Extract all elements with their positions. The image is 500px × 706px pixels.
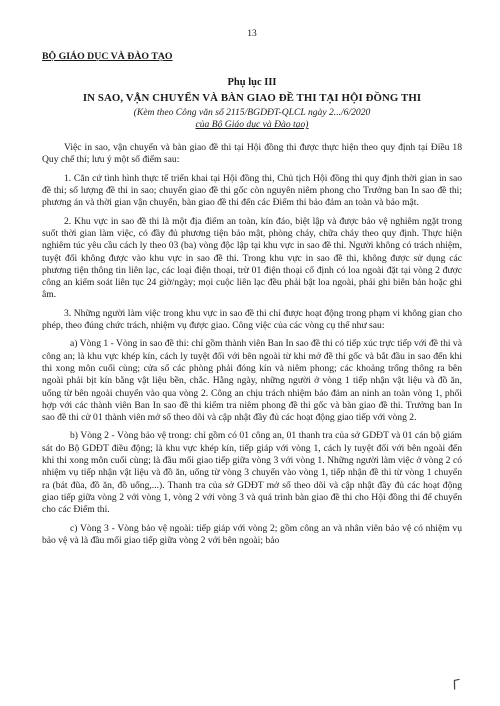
appendix-label: Phụ lục III: [227, 76, 277, 88]
document-subtitle: [42, 107, 462, 131]
section-1-paragraph: 1. Căn cứ tình hình thực tế triển khai tại Hội đồng thi, Chủ tịch Hội đồng thi quy định thời gian in sao đề thi; số lượng đề thi in sao; chuyển giao đề thi gốc còn nguyên niêm phong cho Trưởng ban In sao đề thi; phương án và thời gian vận chuyển, bàn giao đề thi đến các Điểm thi bảo đảm an toàn và bảo mật.: [42, 172, 462, 209]
ministry-header: BỘ GIÁO DỤC VÀ ĐÀO TẠO: [42, 51, 173, 63]
document-title: IN SAO, VẬN CHUYỂN VÀ BÀN GIAO ĐỀ THI TẠI HỘI ĐỒNG THI: [82, 91, 422, 104]
page-number: 13: [247, 29, 257, 39]
intro-paragraph: Việc in sao, vận chuyển và bàn giao đề thi tại Hội đồng thi được thực hiện theo quy định tại Điều 18 Quy chế thi; lưu ý một số điểm sau:: [42, 142, 462, 166]
section-2-paragraph: 2. Khu vực in sao đề thi là một địa điểm an toàn, kín đáo, biệt lập và được bảo vệ nghiêm ngặt trong suốt thời gian làm việc, có đầy đủ phương tiện bảo mật, phòng cháy, chữa cháy theo quy định. Thực hiện nghiêm túc yêu cầu cách ly theo 03 (ba) vòng độc lập tại khu vực in sao đề thi. Người không có trách nhiệm, tuyệt đối không được vào khu vực in sao đề thi. Trong khu vực in sao đề thi, không được sử dụng các phương tiện thông tin liên lạc, các loại điện thoại, trừ 01 điện thoại cố định có loa ngoài đặt tại vòng 2 được công an kiểm soát liên tục 24 giờ/ngày; mọi cuộc liên lạc đều phải bật loa ngoài, phải ghi biên bản hoặc ghi âm.: [42, 215, 462, 301]
section-3b-paragraph: b) Vòng 2 - Vòng bảo vệ trong: chỉ gồm có 01 công an, 01 thanh tra của sở GDĐT và 01 cán bộ giám sát do Bộ GDĐT điều động; là khu vực khép kín, tiếp giáp với vòng 1, cách ly tuyệt đối với bên ngoài đến khi thi xong môn cuối cùng; là đầu mối giao tiếp giữa vòng 3 với vòng 1. Những người làm việc ở vòng 2 có nhiệm vụ tiếp nhận vật liệu và đồ ăn, uống từ vòng 3 chuyển vào vòng 1, tiếp nhận đề thi từ vòng 1 chuyển ra (bát đũa, đồ ăn, đồ uống,...). Thanh tra của sở GDĐT mở sổ theo dõi và cập nhật đầy đủ các hoạt động giao tiếp giữa vòng 2 với vòng 1, vòng 2 với vòng 3 và quá trình bàn giao đề thi cho Hội đồng thi để chuyển cho các Điểm thi.: [42, 430, 462, 516]
subtitle-line-2: của Bộ Giáo dục và Đào tạo): [195, 119, 309, 131]
section-3-paragraph: 3. Những người làm việc trong khu vực in sao đề thi chỉ được hoạt động trong phạm vi không gian cho phép, theo đúng chức trách, nhiệm vụ được giao. Công việc của các vòng cụ thể như sau:: [42, 307, 462, 332]
subtitle-line-1: (Kèm theo Công văn số 2115/BGDĐT-QLCL ngày 2.../6/2020: [133, 107, 371, 119]
handwritten-initials: Γ: [451, 677, 462, 694]
section-3a-paragraph: a) Vòng 1 - Vòng in sao đề thi: chỉ gồm thành viên Ban In sao đề thi có tiếp xúc trực tiếp với đề thi và công an; là khu vực khép kín, cách ly tuyệt đối với bên ngoài từ khi mở đề thi gốc và bắt đầu in sao đến khi thi xong môn cuối cùng; cửa sổ các phòng phải đóng kín và niêm phong; các khoảng trống thông ra bên ngoài phải bịt kín bằng vật liệu bền, chắc. Hằng ngày, những người ở vòng 1 tiếp nhận vật liệu và đồ ăn, uống từ bên ngoài chuyển vào qua vòng 2. Công an chịu trách nhiệm bảo đảm an ninh an toàn vòng 1, phối hợp với các thành viên Ban In sao đề thi kiểm tra niêm phong đề thi gốc và bàn giao đề thi. Trưởng ban In sao đề thi cử 01 thành viên mở sổ theo dõi và cập nhật đầy đủ các hoạt động giao tiếp với vòng 2.: [42, 338, 462, 424]
section-3c-paragraph: c) Vòng 3 - Vòng bảo vệ ngoài: tiếp giáp với vòng 2; gồm công an và nhân viên bảo vệ có nhiệm vụ bảo vệ và là đầu mối giao tiếp giữa vòng 2 với bên ngoài; bảo: [42, 522, 462, 546]
